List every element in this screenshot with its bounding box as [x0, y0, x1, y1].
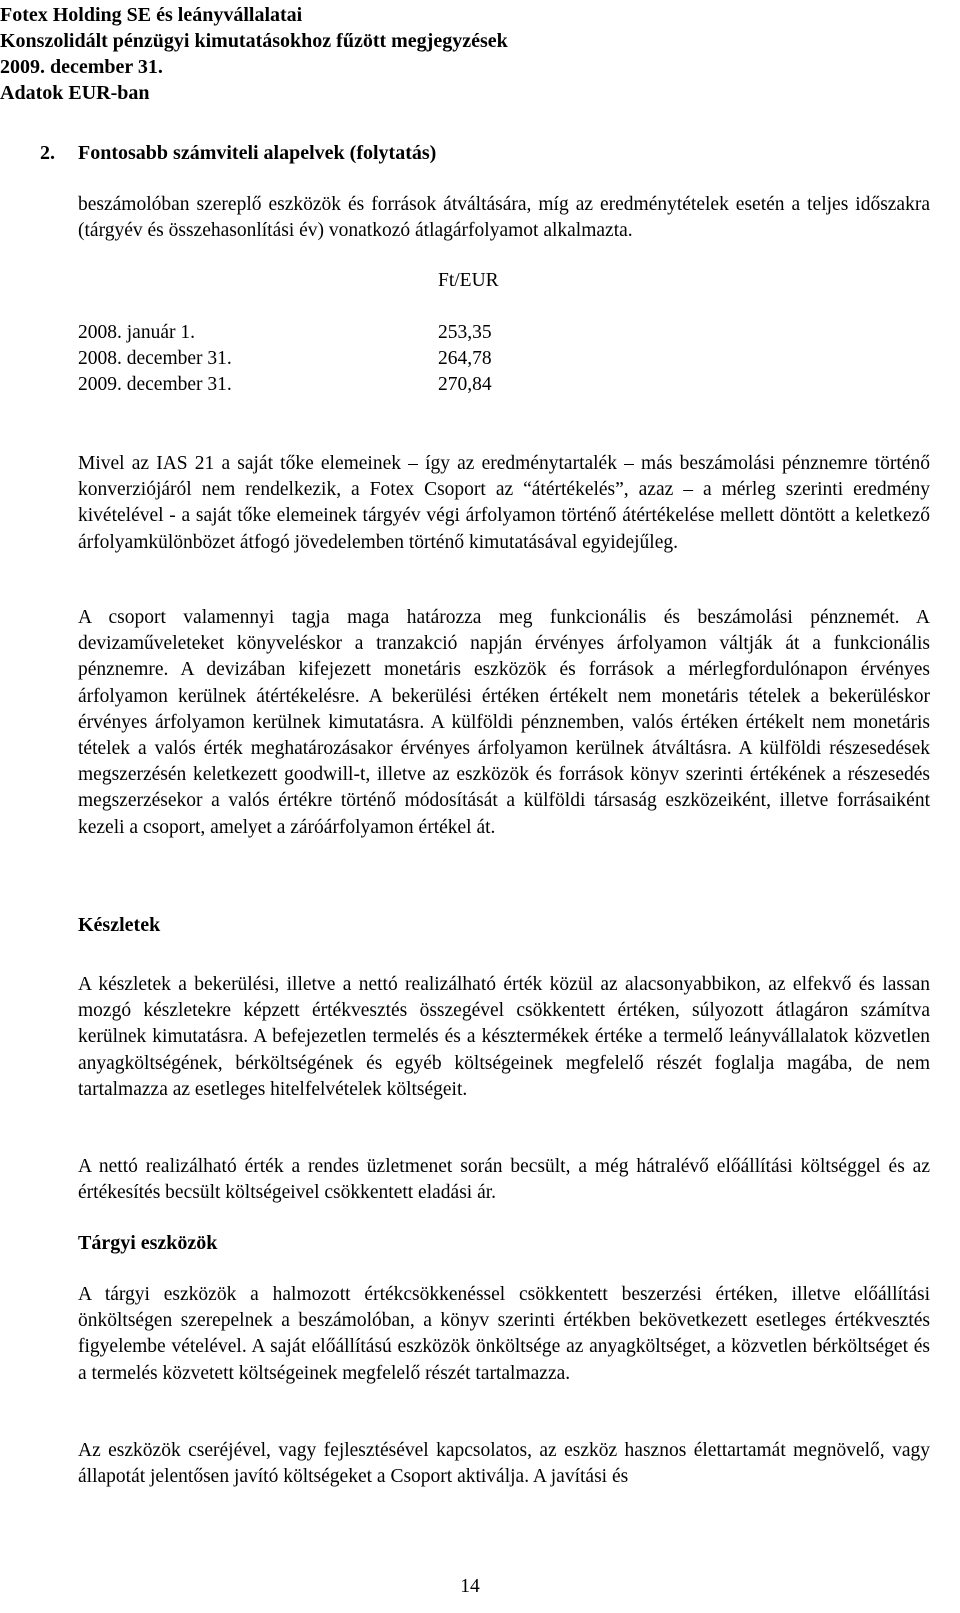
section-heading	[40, 142, 436, 165]
rate-value: 270,84	[438, 374, 492, 395]
heading-keszletek: Készletek	[78, 914, 161, 936]
paragraph-functional-currency: A csoport valamennyi tagja maga határozza meg funkcionális és beszámolási pénznemét. A devizaműveleteket könyveléskor a tranzakció napján érvényes árfolyamon váltják át a funkcionális pénznemre. A devizában kifejezett monetáris eszközök és források a mérlegfordulónapon érvényes árfolyamon kerülnek átértékelésre. A bekerülési értéken értékelt nem monetáris tételek a bekerüléskor érvényes árfolyamon kerülnek kimutatásra. A külföldi pénznemben, valós értéken értékelt nem monetáris tételek a valós érték meghatározásakor érvényes árfolyamon kerülnek átváltásra. A külföldi részesedések megszerzésén keletkezett goodwill-t, illetve az eszközök és források könyv szerinti értékének a részesedés megszerzésekor a valós értékre történő módosítását a külföldi társaság eszközeiként, illetve forrásaiként kezeli a csoport, amelyet a záróárfolyamon értékel át.	[78, 607, 930, 838]
currency-note: Adatok EUR-ban	[0, 82, 150, 104]
rate-value: 253,35	[438, 322, 492, 343]
rate-date: 2009. december 31.	[78, 374, 232, 395]
document-header	[0, 2, 508, 106]
section-title: Fontosabb számviteli alapelvek (folytatás)	[78, 142, 437, 164]
rate-date: 2008. december 31.	[78, 348, 232, 369]
page-number: 14	[460, 1576, 480, 1597]
intro-paragraph: beszámolóban szereplő eszközök és források átváltására, míg az eredménytételek esetén a teljes időszakra (tárgyév és összehasonlítási év) vonatkozó átlagárfolyamot alkalmazta.	[78, 194, 930, 242]
paragraph-inventories: A készletek a bekerülési, illetve a nettó realizálható érték közül az alacsonyabbikon, az elfekvő és lassan mozgó készletekre képzett értékvesztés összegével csökkentett értéken, súlyozott átlagáron számítva kerülnek kimutatásra. A befejezetlen termelés és a késztermékek értéke a termelő leányvállalatok közvetlen anyagköltségének, bérköltségének és egyéb költségeinek megfelelő részét foglalja magába, de nem tartalmazza az esetleges hitelfelvételek költségeit.	[78, 974, 930, 1100]
rate-date: 2008. január 1.	[78, 322, 195, 343]
heading-targyi-eszkozok: Tárgyi eszközök	[78, 1232, 218, 1254]
report-date: 2009. december 31.	[0, 56, 163, 78]
document-title: Konszolidált pénzügyi kimutatásokhoz fűzött megjegyzések	[0, 30, 508, 52]
section-number: 2.	[40, 142, 55, 164]
rate-unit: Ft/EUR	[438, 270, 499, 291]
paragraph-capitalization: Az eszközök cseréjével, vagy fejlesztésével kapcsolatos, az eszköz hasznos élettartamát megnövelő, vagy állapotát jelentősen javító költségeket a Csoport aktiválja. A javítási és	[78, 1440, 930, 1488]
rate-value: 264,78	[438, 348, 492, 369]
paragraph-tangible-assets: A tárgyi eszközök a halmozott értékcsökkenéssel csökkentett beszerzési értéken, illetve előállítási önköltségen szerepelnek a beszámolóban, a könyv szerinti értékben bekövetkezett esetleges értékvesztés figyelembe vételével. A saját előállítású eszközök önköltsége az anyagköltséget, a közvetlen bérköltséget és a termelés közvetett költségeinek megfelelő részét tartalmazza.	[78, 1284, 930, 1384]
paragraph-conversion: Mivel az IAS 21 a saját tőke elemeinek – így az eredménytartalék – más beszámolási pénznemre történő konverziójáról nem rendelkezik, a Fotex Csoport az “átértékelés”, azaz – a mérleg szerinti eredmény kivételével - a saját tőke elemeinek tárgyév végi árfolyamon történő átértékelése mellett döntött a keletkező árfolyamkülönbözet átfogó jövedelemben történő kimutatásával egyidejűleg.	[78, 453, 930, 553]
paragraph-net-realizable-value: A nettó realizálható érték a rendes üzletmenet során becsült, a még hátralévő előállítási költséggel és az értékesítés becsült költségeivel csökkentett eladási ár.	[78, 1156, 930, 1204]
company-name: Fotex Holding SE és leányvállalatai	[0, 4, 303, 26]
